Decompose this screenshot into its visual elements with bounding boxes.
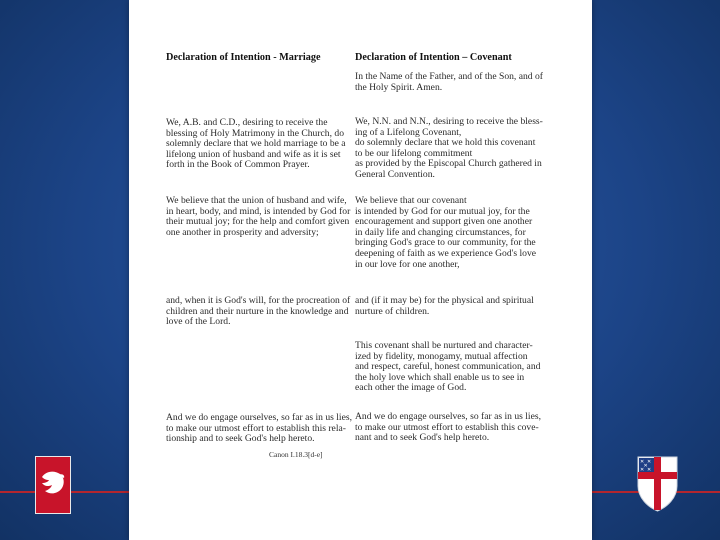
covenant-paragraph-3: and (if it may be) for the physical and spiritual nurture of children. (355, 295, 534, 317)
marriage-paragraph-2: We believe that the union of husband and wife, in heart, body, and mind, is intended by God for their mutual joy; for the help and comfort given one another in prosperity and adversity; (166, 195, 351, 238)
dove-logo-icon (35, 456, 71, 514)
covenant-paragraph-1: We, N.N. and N.N., desiring to receive the bless- ing of a Lifelong Covenant, do solemnly declare that we hold this covenant to be our lifelong commitment as provided by the Episcopal Church gathered in General Convention. (355, 116, 543, 180)
document-page (129, 0, 592, 540)
svg-text:✕: ✕ (647, 459, 652, 465)
marriage-paragraph-3: and, when it is God's will, for the procreation of children and their nurture in the knowledge and love of the Lord. (166, 295, 351, 328)
covenant-paragraph-5: And we do engage ourselves, so far as in us lies, to make our utmost effort to establish this cove- nant and to seek God's help hereto. (355, 411, 541, 444)
episcopal-shield-icon (637, 456, 678, 512)
covenant-paragraph-2: We believe that our covenant is intended by God for our mutual joy, for the encouragement and support given one another in daily life and changing circumstances, for bringing God's grace to our community, for the deepening of faith as we experience God's love in our love for one another, (355, 195, 537, 270)
svg-text:✕: ✕ (640, 467, 645, 473)
marriage-paragraph-4: And we do engage ourselves, so far as in us lies, to make our utmost effort to establish this rela- tionship and to seek God's help hereto. (166, 412, 352, 445)
svg-text:✕: ✕ (643, 463, 648, 469)
svg-text:✕: ✕ (640, 459, 645, 465)
marriage-heading: Declaration of Intention - Marriage (166, 52, 321, 63)
covenant-paragraph-0: In the Name of the Father, and of the Son, and of the Holy Spirit. Amen. (355, 71, 543, 93)
covenant-paragraph-4: This covenant shall be nurtured and character- ized by fidelity, monogamy, mutual affection and respect, careful, honest communication, and the holy love which shall enable us to see in each other the image of God. (355, 340, 541, 394)
canon-citation: Canon I.18.3[d-e] (269, 450, 323, 459)
covenant-heading: Declaration of Intention – Covenant (355, 52, 512, 63)
svg-text:✕: ✕ (647, 467, 652, 473)
marriage-paragraph-1: We, A.B. and C.D., desiring to receive the blessing of Holy Matrimony in the Church, do solemnly declare that we hold marriage to be a lifelong union of husband and wife as it is set forth in the Book of Common Prayer. (166, 117, 346, 171)
